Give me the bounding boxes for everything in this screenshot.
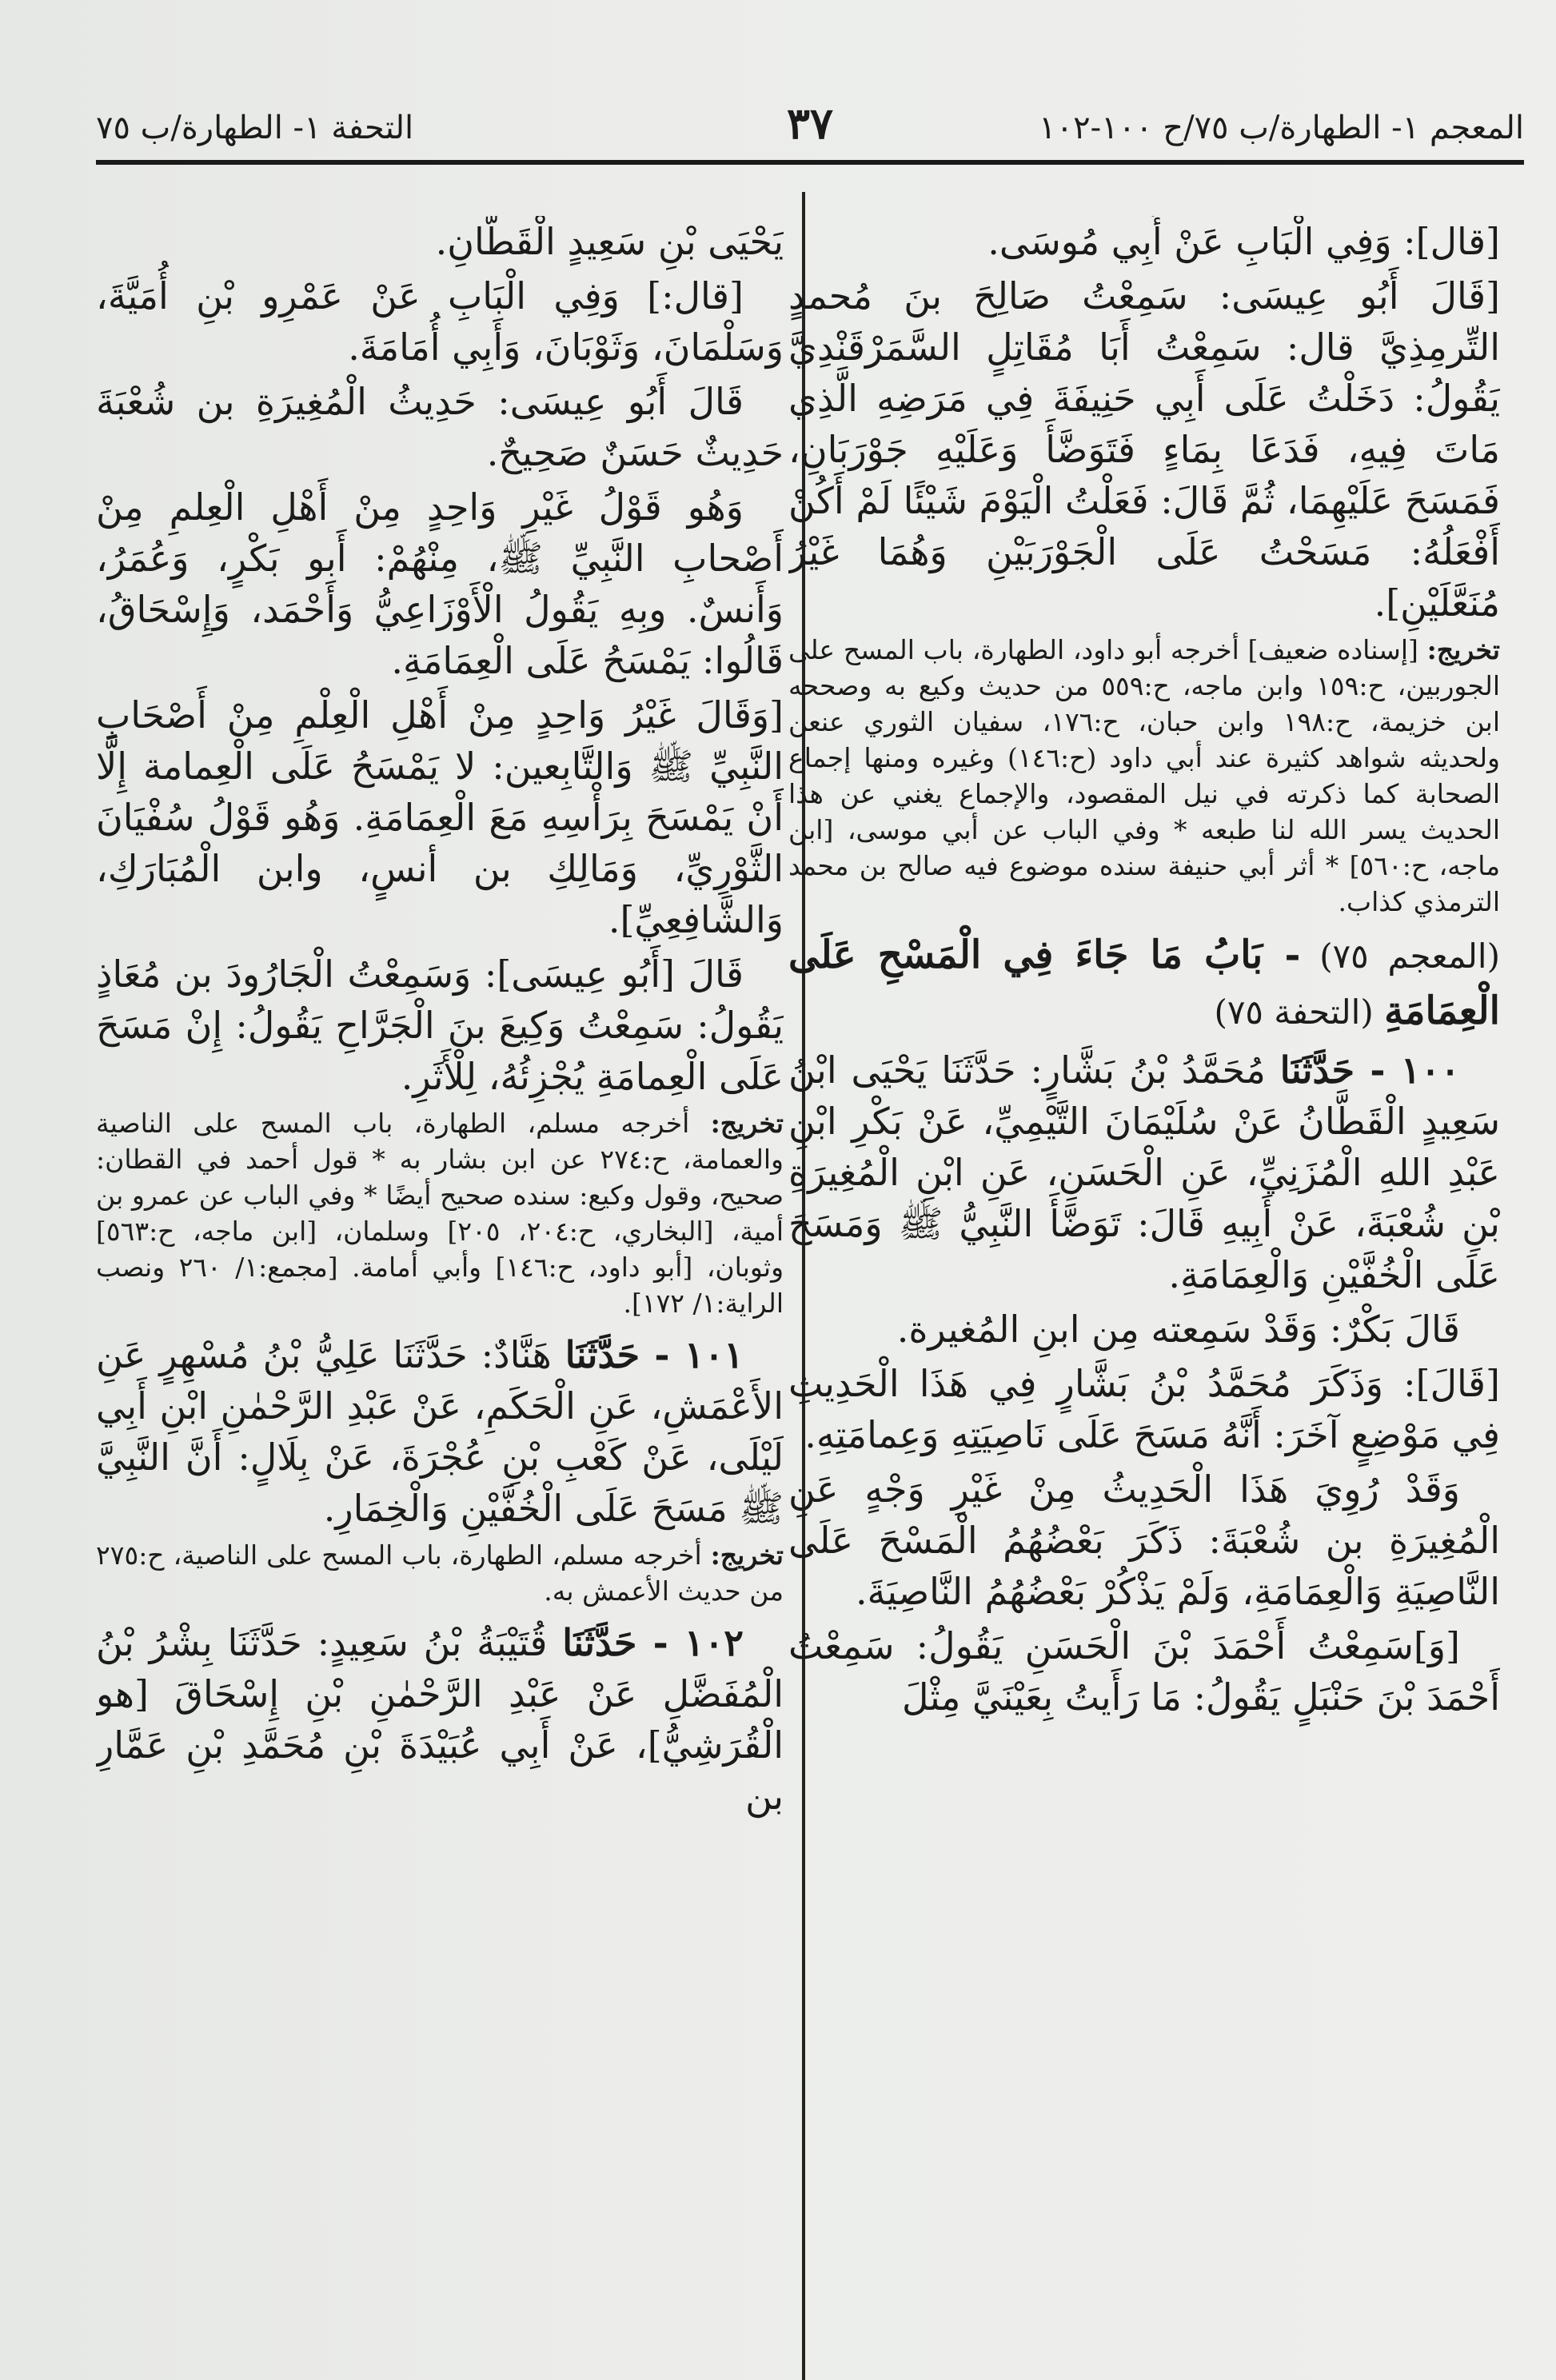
takhrij-label: تخريج:: [710, 1108, 784, 1139]
hadith-100: [788, 1044, 1500, 1300]
header-rule: [96, 160, 1524, 165]
paragraph: [قال]: وَفِي الْبَابِ عَنْ أَبِي مُوسَى.: [987, 220, 1500, 263]
chapter-heading: [788, 928, 1500, 1040]
paragraph: وَقَدْ رُوِيَ هَذَا الْحَدِيثُ مِنْ غَيْرِ وَجْهٍ عَنِ الْمُغِيرَةِ بن شُعْبَةَ: ذَكَرَ بَعْضُهُمُ الْمَسْحَ عَلَى النَّاصِيَةِ وَالْعِمَامَةِ، وَلَمْ يَذْكُرْ بَعْضُهُمُ النَّاصِيَةَ.: [788, 1468, 1500, 1613]
hadith-102: [96, 1617, 784, 1822]
chapter-tuhfa-ref: (التحفة ٧٥): [1214, 992, 1385, 1032]
paragraph: [قَالَ أَبُو عِيسَى: سَمِعْتُ صَالِحَ بنَ مُحمدٍ التِّرمِذِيَّ قال: سَمِعْتُ أَبَا مُقَاتِلٍ السَّمَرْقَنْدِيَّ يَقُولُ: دَخَلْتُ عَلَى أَبِي حَنِيفَةَ فِي مَرَضِهِ الَّذِي مَاتَ فِيهِ، فَدَعَا بِمَاءٍ فَتَوَضَّأَ وَعَلَيْهِ جَوْرَبَانِ، فَمَسَحَ عَلَيْهِمَا، ثُمَّ قَالَ: فَعَلْتُ الْيَوْمَ شَيْئًا لَمْ أَكُنْ أَفْعَلُهُ: مَسَحْتُ عَلَى الْجَوْرَبَيْنِ وَهُمَا غَيْرُ مُنَعَّلَيْنِ].: [788, 274, 1500, 625]
paragraph: وَهُو قَوْلُ غَيْرِ وَاحِدٍ مِنْ أَهْلِ الْعِلمِ مِنْ أَصْحابِ النَّبِيِّ ﷺ، مِنْهُمْ: أَبو بَكْرٍ، وَعُمَرُ، وَأَنسٌ. وبِهِ يَقُولُ الْأَوْزَاعِيُّ وَأَحْمَد، وَإِسْحَاقُ، قَالُوا: يَمْسَحُ عَلَى الْعِمَامَةِ.: [96, 485, 784, 682]
hadith-text: هَنَّادٌ: حَدَّثَنَا عَلِيُّ بْنُ مُسْهِرٍ عَنِ الأَعْمَشِ، عَنِ الْحَكَمِ، عَنْ عَبْدِ الرَّحْمٰنِ ابْنِ أَبِي لَيْلَى، عَنْ كَعْبِ بْنِ عُجْرَةَ، عَنْ بِلَالٍ: أَنَّ النَّبِيَّ ﷺ مَسَحَ عَلَى الْخُفَّيْنِ وَالْخِمَارِ.: [96, 1333, 784, 1530]
takhrij-note: [96, 1537, 784, 1609]
paragraph: يَحْيَى بْنِ سَعِيدٍ الْقَطَّانِ.: [435, 220, 784, 263]
hadith-number: ١٠٢ - حَدَّثَنَا: [562, 1621, 744, 1664]
paragraph: [قال:] وَفِي الْبَابِ عَنْ عَمْرِو بْنِ أُمَيَّةَ، وَسَلْمَانَ، وَثَوْبَانَ، وَأَبِي أُمَامَةَ.: [96, 274, 784, 369]
header-right: المعجم ١- الطهارة/ب ٧٥/ح ١٠٠-١٠٢: [1039, 110, 1524, 146]
takhrij-label: تخريج:: [1426, 634, 1500, 665]
paragraph: قَالَ أَبُو عِيسَى: حَدِيثُ الْمُغِيرَةِ بن شُعْبَةَ حَدِيثٌ حَسَنٌ صَحِيحٌ.: [96, 380, 784, 474]
chapter-title: - بَابُ مَا جَاءَ فِي الْمَسْحِ عَلَى الْعِمَامَةِ: [788, 932, 1500, 1033]
hadith-number: ١٠١ - حَدَّثَنَا: [565, 1333, 744, 1376]
running-head: [96, 98, 1524, 160]
paragraph: [وَقَالَ غَيْرُ وَاحِدٍ مِنْ أَهْلِ الْعِلْمِ مِنْ أَصْحَابِ النَّبِيِّ ﷺ وَالتَّابِعين: لا يَمْسَحُ عَلَى الْعِمامة إِلَّا أَنْ يَمْسَحَ بِرَأْسِهِ مَعَ الْعِمَامَةِ. وَهُو قَوْلُ سُفْيَانَ الثَّوْرِيِّ، وَمَالِكِ بن أنسٍ، وابن الْمُبَارَكِ، وَالشَّافِعِيِّ].: [96, 693, 784, 941]
right-column: [788, 216, 1500, 2380]
page-number: ٣٧: [786, 98, 834, 149]
hadith-text: قُتَيْبَةُ بْنُ سَعِيدٍ: حَدَّثَنَا بِشْرُ بْنُ الْمُفَضَّلِ عَنْ عَبْدِ الرَّحْمٰنِ بْنِ إِسْحَاقَ [هو الْقُرَشِيُّ]، عَنْ أَبِي عُبَيْدَةَ بْنِ مُحَمَّدِ بْنِ عَمَّارِ بن: [96, 1621, 784, 1818]
takhrij-note: [96, 1105, 784, 1321]
takhrij-text: أخرجه مسلم، الطهارة، باب المسح على الناصية، ح:٢٧٥ من حديث الأعمش به.: [96, 1539, 784, 1607]
takhrij-text: [إسناده ضعيف] أخرجه أبو داود، الطهارة، باب المسح على الجوربين، ح:١٥٩ وابن ماجه، ح:٥٥٩ من حديث وكيع به وصححه ابن خزيمة، ح:١٩٨ وابن حبان، ح:١٧٦، سفيان الثوري عنعن ولحديثه شواهد كثيرة عند أبي داود (ح:١٤٦) وغيره ومنها إجماع الصحابة كما ذكرته في نيل المقصود، والإجماع يغني عن هذا الحديث يسر الله لنا طبعه * وفي الباب عن أبي موسى، [ابن ماجه، ح:٥٦٠] * أثر أبي حنيفة سنده موضوع فيه صالح بن محمد الترمذي كذاب.: [788, 634, 1500, 917]
paragraph: [قَالَ]: وَذَكَرَ مُحَمَّدُ بْنُ بَشَّارٍ فِي هَذَا الْحَدِيثِ فِي مَوْضِعٍ آخَرَ: أَنَّهُ مَسَحَ عَلَى نَاصِيَتِهِ وَعِمامَتِهِ.: [788, 1362, 1500, 1456]
hadith-number: ١٠٠ - حَدَّثَنَا: [1279, 1048, 1460, 1092]
hadith-101: [96, 1329, 784, 1534]
paragraph: قَالَ بَكْرٌ: وَقَدْ سَمِعته مِن ابنِ المُغيرة.: [896, 1308, 1460, 1351]
hadith-text: مُحَمَّدُ بْنُ بَشَّارٍ: حَدَّثَنَا يَحْيَى ابْنُ سَعِيدٍ الْقَطَّانُ عَنْ سُلَيْمَانَ التَّيْمِيِّ، عَنْ بَكْرِ ابْنِ عَبْدِ اللهِ الْمُزَنِيِّ، عَنِ الْحَسَنِ، عَنِ ابْنِ الْمُغِيرَةِ بْنِ شُعْبَةَ، عَنْ أَبِيهِ قَالَ: تَوَضَّأَ النَّبِيُّ ﷺ وَمَسَحَ عَلَى الْخُفَّيْنِ وَالْعِمَامَةِ.: [788, 1048, 1500, 1296]
chapter-mujam-ref: (المعجم ٧٥): [1300, 936, 1500, 976]
takhrij-note: [788, 632, 1500, 920]
header-left: التحفة ١- الطهارة/ب ٧٥: [96, 110, 414, 146]
takhrij-text: أخرجه مسلم، الطهارة، باب المسح على الناصية والعمامة، ح:٢٧٤ عن ابن بشار به * قول أحمد في القطان: صحيح، وقول وكيع: سنده صحيح أيضًا * وفي الباب عن عمرو بن أمية، [البخاري، ح:٢٠٤، ٢٠٥] وسلمان، [ابن ماجه، ح:٥٦٣] وثوبان، [أبو داود، ح:١٤٦] وأبي أمامة. [مجمع:١/ ٢٦٠ ونصب الراية:١/ ١٧٢].: [96, 1108, 784, 1319]
paragraph: قَالَ [أَبُو عِيسَى]: وَسَمِعْتُ الْجَارُودَ بن مُعَاذٍ يَقُولُ: سَمِعْتُ وَكِيعَ بنَ الْجَرَّاحِ يَقُولُ: إِنْ مَسَحَ عَلَى الْعِمامَةِ يُجْزِئُهُ، لِلْأَثَرِ.: [96, 952, 784, 1098]
paragraph: [وَ]سَمِعْتُ أَحْمَدَ بْنَ الْحَسَنِ يَقُولُ: سَمِعْتُ أَحْمَدَ بْنَ حَنْبَلٍ يَقُولُ: مَا رَأَيتُ بِعَيْنَيَّ مِثْلَ: [788, 1624, 1500, 1719]
takhrij-label: تخريج:: [710, 1539, 784, 1571]
left-column: [96, 216, 784, 2380]
